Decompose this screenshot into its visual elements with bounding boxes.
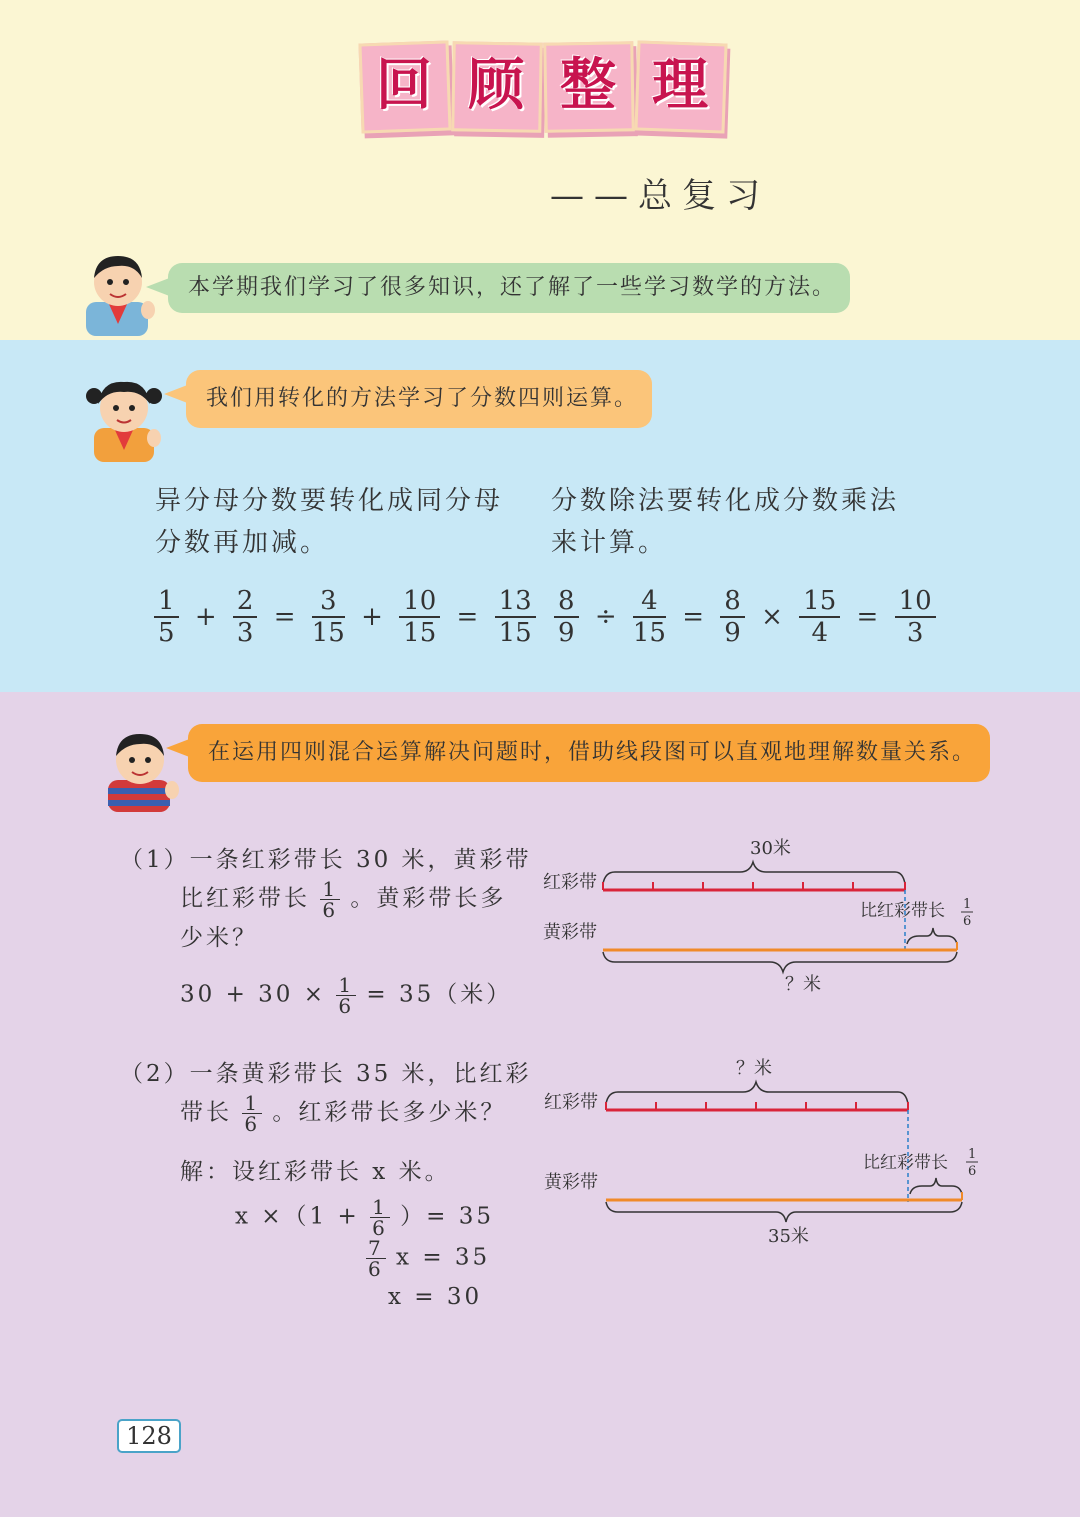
fraction: $\frac{7}{6}$	[368, 1236, 384, 1281]
fraction: $\frac{13}{15}$	[495, 586, 536, 648]
solution-text: 解：设红彩带长 x 米。	[180, 1159, 451, 1185]
fraction: $\frac{1}{5}$	[154, 586, 179, 648]
title-char: 整	[560, 53, 616, 118]
problem-number: （2）	[120, 1061, 190, 1087]
solution-step: x = 35	[396, 1244, 491, 1271]
diagram-label-red: 红彩带	[544, 1092, 598, 1113]
problem-text: 一条黄彩带长 35 米，比红彩	[189, 1061, 532, 1087]
girl-illustration-icon	[84, 374, 164, 464]
calc-text: = 35（米）	[366, 981, 513, 1008]
fraction: $\frac{1}{6}$	[372, 1195, 388, 1240]
diagram-label-extra: 比红彩带长	[863, 1153, 948, 1173]
speech-bubble-line-diagram: 在运用四则混合运算解决问题时，借助线段图可以直观地理解数量关系。	[188, 724, 990, 782]
diagram-label-yellow: 黄彩带	[543, 922, 597, 943]
diagram-label-bottom: ？米	[785, 974, 821, 995]
solution-step: ）= 35	[400, 1203, 494, 1230]
problem-text: 少米？	[180, 925, 258, 951]
diagram-label-bottom: 35米	[768, 1226, 809, 1247]
svg-text:1: 1	[968, 1147, 977, 1162]
text-division: 分数除法要转化成分数乘法来计算。	[551, 486, 900, 558]
problem-text: 。红彩带长多少米？	[272, 1099, 507, 1126]
diagram-label-yellow: 黄彩带	[544, 1172, 598, 1193]
svg-text:6: 6	[963, 914, 972, 929]
solution-step: x = 30	[388, 1284, 483, 1310]
problem-number: （1）	[120, 847, 190, 873]
svg-text:1: 1	[963, 897, 972, 912]
line-diagram-1	[535, 832, 995, 1002]
title-char: 理	[652, 53, 708, 118]
speech-bubble-fractions: 我们用转化的方法学习了分数四则运算。	[186, 370, 652, 428]
fraction: $\frac{10}{15}$	[399, 586, 440, 648]
equation-addition: $\frac{1}{5}$ + $\frac{2}{3}$ = $\frac{3}{15}$ + $\frac{10}{15}$ = $\frac{13}{15}$	[152, 586, 538, 648]
problem-2	[120, 1056, 532, 1316]
problem-text: 。黄彩带长多	[350, 885, 507, 912]
problem-1	[120, 842, 532, 1016]
svg-text:6: 6	[968, 1164, 977, 1179]
fraction: $\frac{1}{6}$	[244, 1091, 261, 1136]
problem-text: 带长	[180, 1099, 232, 1126]
subtitle: ——总复习	[550, 176, 770, 216]
speech-bubble-intro: 本学期我们学习了很多知识，还了解了一些学习数学的方法。	[168, 263, 850, 313]
diagram-label-top: 30米	[750, 838, 791, 859]
fraction: $\frac{1}{6}$	[322, 877, 339, 922]
page-number: 128	[117, 1419, 181, 1453]
title-char: 回	[376, 53, 432, 118]
diagram-label-top: ？米	[736, 1058, 772, 1079]
calc-text: 30 + 30 ×	[180, 981, 327, 1008]
fraction: $\frac{3}{15}$	[311, 586, 345, 648]
problem-text: 比红彩带长	[180, 885, 310, 912]
title-char: 顾	[468, 53, 524, 118]
equation-division: $\frac{8}{9}$ ÷ $\frac{4}{15}$ = $\frac{8}{9}$ × $\frac{15}{4}$ = $\frac{10}{3}$	[552, 586, 938, 648]
fraction: $\frac{8}{9}$	[720, 586, 745, 648]
diagram-label-extra: 比红彩带长	[860, 901, 945, 921]
page-title	[360, 42, 726, 134]
fraction: $\frac{15}{4}$	[799, 586, 840, 648]
solution-step: x ×（1 +	[235, 1203, 360, 1230]
fraction: $\frac{4}{15}$	[632, 586, 666, 648]
fraction: $\frac{8}{9}$	[554, 586, 579, 648]
line-diagram-2	[538, 1052, 998, 1252]
problem-text: 一条红彩带长 30 米，黄彩带	[189, 847, 532, 873]
fraction: $\frac{2}{3}$	[233, 586, 258, 648]
text-add-subtract: 异分母分数要转化成同分母分数再加减。	[155, 486, 504, 558]
fraction: $\frac{1}{6}$	[338, 973, 355, 1018]
fraction: $\frac{10}{3}$	[895, 586, 936, 648]
diagram-label-red: 红彩带	[543, 872, 597, 893]
